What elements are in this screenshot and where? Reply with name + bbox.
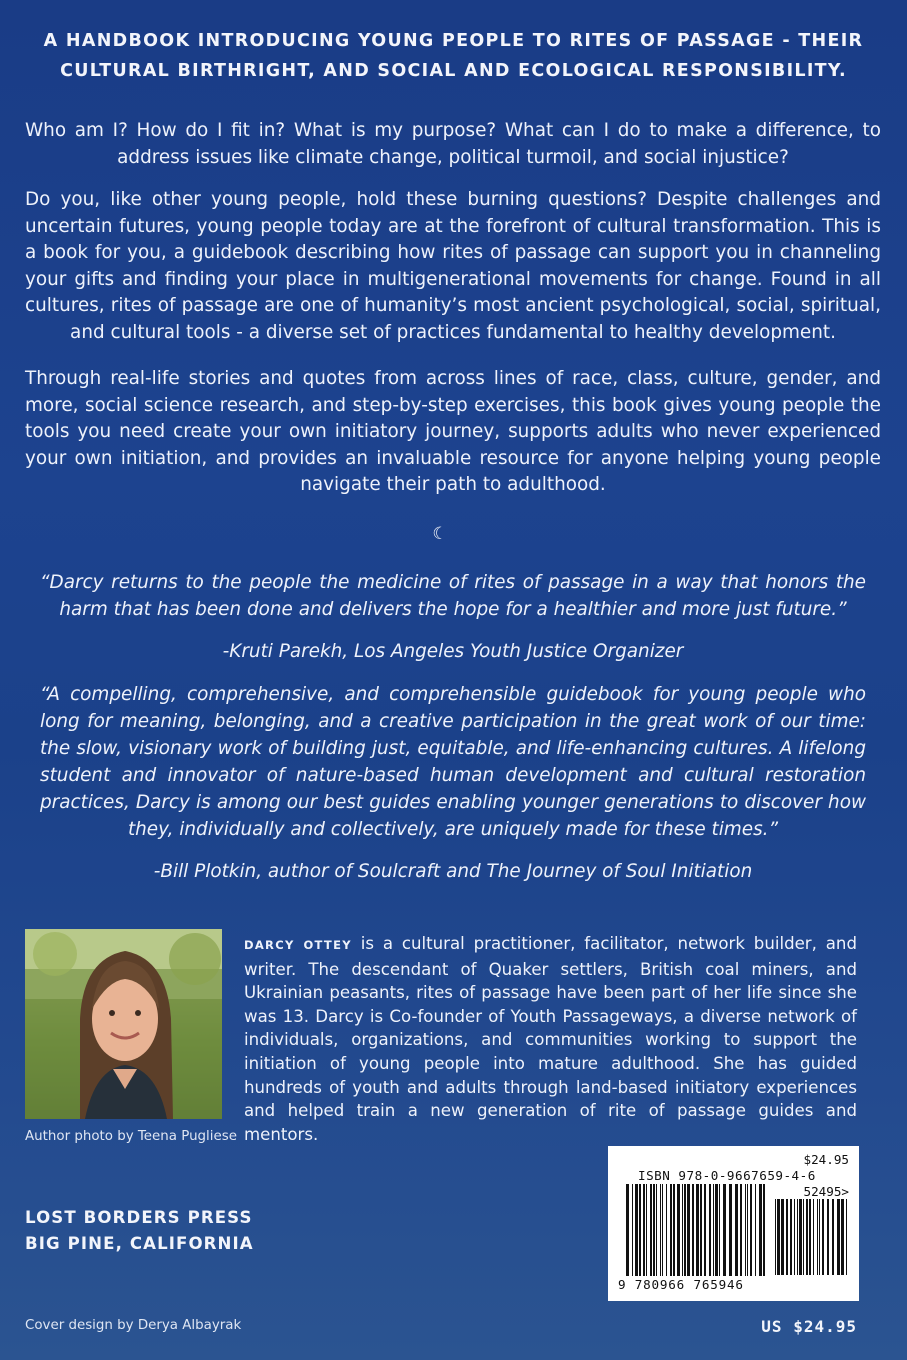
barcode-bar: [653, 1184, 655, 1276]
endorsement-quote-2: “A compelling, comprehensive, and comprehensible guidebook for young people who long for meaning, belonging, and a creative participation in the great work of our time: the slow, visionary work of building just, equitable, and life-enhancing cultures. A lifelong student and innovator of nature-based human development and cultural restoration practices, Darcy is among our best guides enabling younger generations to discover how they, individually and collectively, are uniquely made for these times.”: [40, 684, 866, 840]
publisher-block: [25, 1205, 254, 1257]
barcode-bar: [809, 1199, 811, 1275]
barcode-bar: [750, 1184, 752, 1276]
author-photo: [25, 929, 222, 1119]
barcode-bar: [819, 1199, 820, 1275]
barcode-bar: [692, 1184, 694, 1276]
barcode-bar: [646, 1184, 647, 1276]
barcode-bar: [632, 1184, 633, 1276]
barcode-bar: [639, 1184, 641, 1276]
barcode-bar: [763, 1184, 765, 1276]
barcode-bar: [759, 1184, 762, 1276]
barcode-bar: [790, 1199, 792, 1275]
endorsement-attribution-2: -Bill Plotkin, author of Soulcraft and The Journey of Soul Initiation: [153, 861, 753, 882]
barcode-bar: [719, 1184, 720, 1276]
publisher-name: LOST BORDERS PRESS: [25, 1208, 253, 1227]
barcode-bars: [626, 1184, 766, 1276]
barcode-bar: [704, 1184, 706, 1276]
barcode-bar: [781, 1199, 784, 1275]
barcode-bar: [626, 1184, 629, 1276]
barcode-bar: [803, 1199, 804, 1275]
barcode-bar: [822, 1199, 824, 1275]
barcode-bar: [713, 1184, 714, 1276]
isbn-barcode: [608, 1146, 859, 1301]
barcode-bar: [650, 1184, 652, 1276]
barcode-addon-bars: [775, 1199, 849, 1275]
barcode-bar: [656, 1184, 657, 1276]
us-price: US $24.95: [761, 1317, 857, 1336]
barcode-bar: [755, 1184, 756, 1276]
barcode-bar: [740, 1184, 742, 1276]
barcode-bar: [643, 1184, 645, 1276]
barcode-bar: [775, 1199, 776, 1275]
barcode-bar: [635, 1184, 638, 1276]
barcode-bar: [696, 1184, 699, 1276]
barcode-bar: [777, 1199, 780, 1275]
barcode-bar: [817, 1199, 818, 1275]
barcode-bar: [660, 1184, 661, 1276]
barcode-bar: [662, 1184, 663, 1276]
intro-questions: Who am I? How do I fit in? What is my purpose? What can I do to make a difference, to address issues like climate change, political turmoil, and social injustice?: [25, 120, 881, 168]
barcode-bar: [745, 1184, 746, 1276]
barcode-bar: [794, 1199, 795, 1275]
barcode-bar: [806, 1199, 808, 1275]
photo-caption: Author photo by Teena Pugliese: [25, 1129, 237, 1144]
barcode-bar: [797, 1199, 798, 1275]
barcode-bar: [670, 1184, 672, 1276]
barcode-bar: [723, 1184, 726, 1276]
barcode-bar: [799, 1199, 802, 1275]
contents-paragraph: Through real-life stories and quotes from across lines of race, class, culture, gender, and more, social science research, and step-by-step exercises, this book gives young people the tools you need create your own initiatory journey, supports adults who never experienced your own initiation, and provides an invaluable resource for anyone helping young people navigate their path to adulthood.: [25, 368, 881, 496]
barcode-bar: [827, 1199, 829, 1275]
author-bio: [244, 932, 857, 1146]
barcode-bar: [832, 1199, 834, 1275]
barcode-bar: [813, 1199, 814, 1275]
barcode-bar: [841, 1199, 844, 1275]
moon-divider-icon: ☾: [432, 524, 448, 544]
endorsement-quote-1: “Darcy returns to the people the medicine of rites of passage in a way that honors the harm that has been done and delivers the hope for a healthier and more just future.”: [40, 572, 866, 620]
barcode-bar: [747, 1184, 748, 1276]
barcode-bar: [786, 1199, 788, 1275]
barcode-digits: 9 780966 765946: [618, 1277, 744, 1292]
barcode-isbn: ISBN 978-0-9667659-4-6: [638, 1168, 816, 1183]
barcode-bar: [666, 1184, 667, 1276]
barcode-bar: [715, 1184, 718, 1276]
barcode-bar: [673, 1184, 675, 1276]
description-paragraph: Do you, like other young people, hold these burning questions? Despite challenges and uncertain futures, young people today are at the forefront of cultural transformation. This is a book for you, a guidebook describing how rites of passage can support you in channeling your gifts and finding your place in multigenerational movements for change. Found in all cultures, rites of passage are one of humanity’s most ancient psychological, social, spiritual, and cultural tools - a diverse set of practices fundamental to healthy development.: [25, 189, 881, 343]
barcode-addon-digits: 52495>: [803, 1184, 849, 1199]
barcode-bar: [682, 1184, 683, 1276]
tagline: A HANDBOOK INTRODUCING YOUNG PEOPLE TO RITES OF PASSAGE - THEIR CULTURAL BIRTHRIGHT, AND SOCIAL AND ECOLOGICAL RESPONSIBILITY.: [43, 31, 864, 81]
barcode-price: $24.95: [803, 1152, 849, 1167]
publisher-location: BIG PINE, CALIFORNIA: [25, 1234, 254, 1253]
barcode-bar: [677, 1184, 680, 1276]
barcode-bar: [735, 1184, 738, 1276]
cover-design-credit: Cover design by Derya Albayrak: [25, 1318, 242, 1333]
barcode-bar: [700, 1184, 702, 1276]
barcode-bar: [729, 1184, 732, 1276]
endorsement-attribution-1: -Kruti Parekh, Los Angeles Youth Justice Organizer: [222, 641, 684, 662]
barcode-bar: [846, 1199, 847, 1275]
barcode-bar: [837, 1199, 840, 1275]
barcode-bar: [709, 1184, 711, 1276]
barcode-bar: [684, 1184, 686, 1276]
barcode-bar: [687, 1184, 690, 1276]
author-name: DARCY OTTEY: [244, 938, 352, 952]
author-bio-text: is a cultural practitioner, facilitator, network builder, and writer. The descendant of Quaker settlers, British coal miners, and Ukrainian peasants, rites of passage have been part of her life since she was 13. Darcy is Co-founder of Youth Passageways, a diverse network of individuals, organizations, and communities working to support the initiation of young people into mature adulthood. She has guided hundreds of youth and adults through land-based initiatory experiences and helped train a new generation of rite of passage guides and mentors.: [244, 934, 857, 1144]
